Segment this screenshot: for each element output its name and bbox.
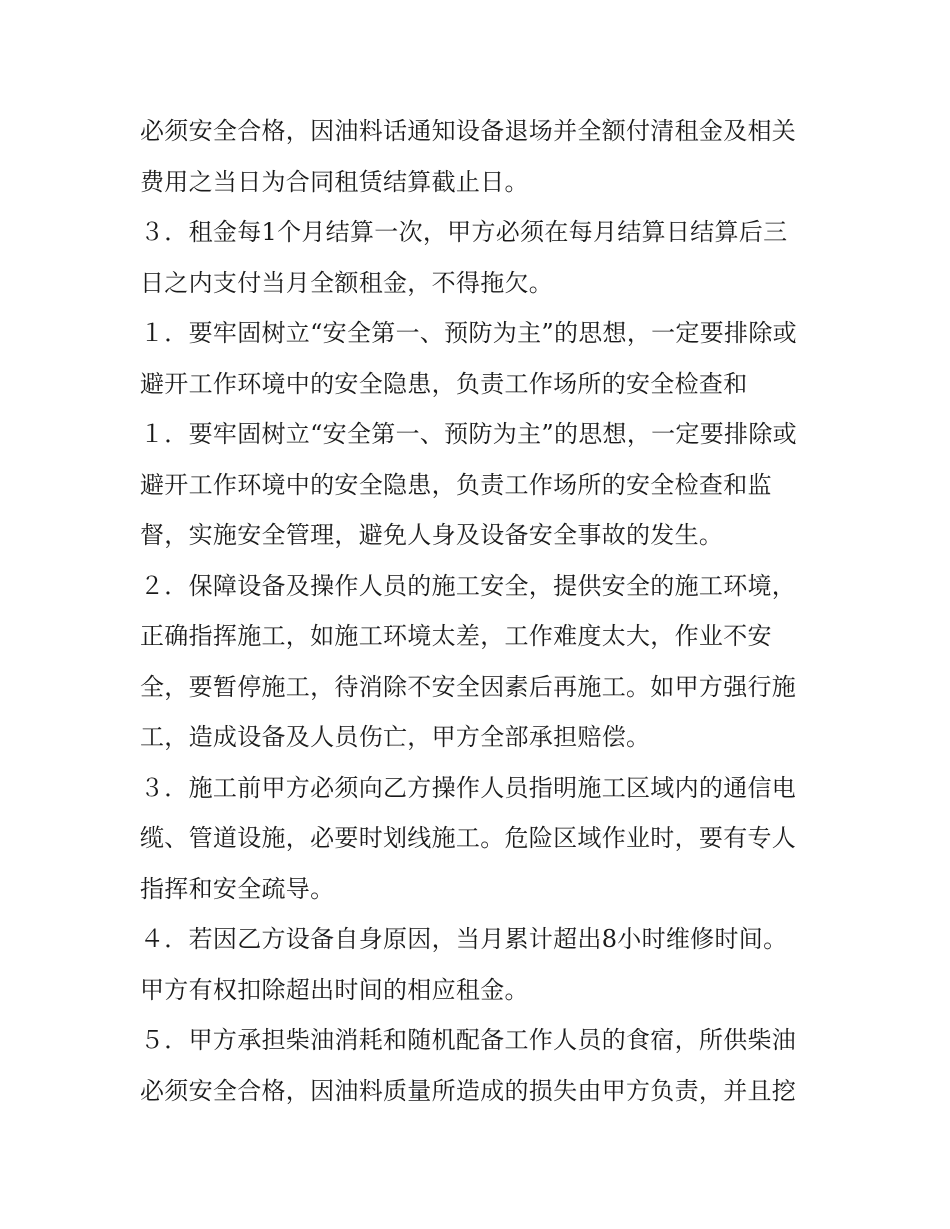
text-line: ３．施工前甲方必须向乙方操作人员指明施工区域内的通信电 (140, 773, 797, 802)
text-line: 工，造成设备及人员伤亡，甲方全部承担赔偿。 (140, 723, 651, 751)
text-line: １．要牢固树立“安全第一、预防为主”的思想，一定要排除或 (140, 420, 797, 448)
text-line: 日之内支付当月全额租金，不得拖欠。 (140, 268, 554, 297)
text-line: ４．若因乙方设备自身原因，当月累计超出8小时维修时间。 (140, 925, 788, 953)
text-line: 正确指挥施工，如施工环境太差，工作难度太大，作业不安 (140, 622, 772, 650)
document-body (140, 106, 820, 1116)
text-line: 费用之当日为合同租赁结算截止日。 (140, 167, 529, 196)
text-line: 必须安全合格，因油料质量所造成的损失由甲方负责，并且挖 (140, 1076, 797, 1105)
text-line: 督，实施安全管理，避免人身及设备安全事故的发生。 (140, 521, 724, 549)
text-line: ２．保障设备及操作人员的施工安全，提供安全的施工环境， (140, 571, 797, 600)
text-line: 缆、管道设施，必要时划线施工。危险区域作业时，要有专人 (140, 824, 797, 852)
text-line: 避开工作环境中的安全隐患，负责工作场所的安全检查和 (140, 369, 748, 398)
text-line: 全，要暂停施工，待消除不安全因素后再施工。如甲方强行施 (140, 672, 797, 701)
text-line: ３．租金每1个月结算一次，甲方必须在每月结算日结算后三 (140, 218, 788, 246)
text-line: 甲方有权扣除超出时间的相应租金。 (140, 975, 529, 1004)
text-line: 必须安全合格，因油料话通知设备退场并全额付清租金及相关 (140, 117, 797, 145)
text-line: 避开工作环境中的安全隐患，负责工作场所的安全检查和监 (140, 470, 772, 499)
text-line: ５．甲方承担柴油消耗和随机配备工作人员的食宿，所供柴油 (140, 1026, 797, 1054)
text-line: １．要牢固树立“安全第一、预防为主”的思想，一定要排除或 (140, 319, 797, 347)
text-line: 指挥和安全疏导。 (140, 874, 335, 903)
